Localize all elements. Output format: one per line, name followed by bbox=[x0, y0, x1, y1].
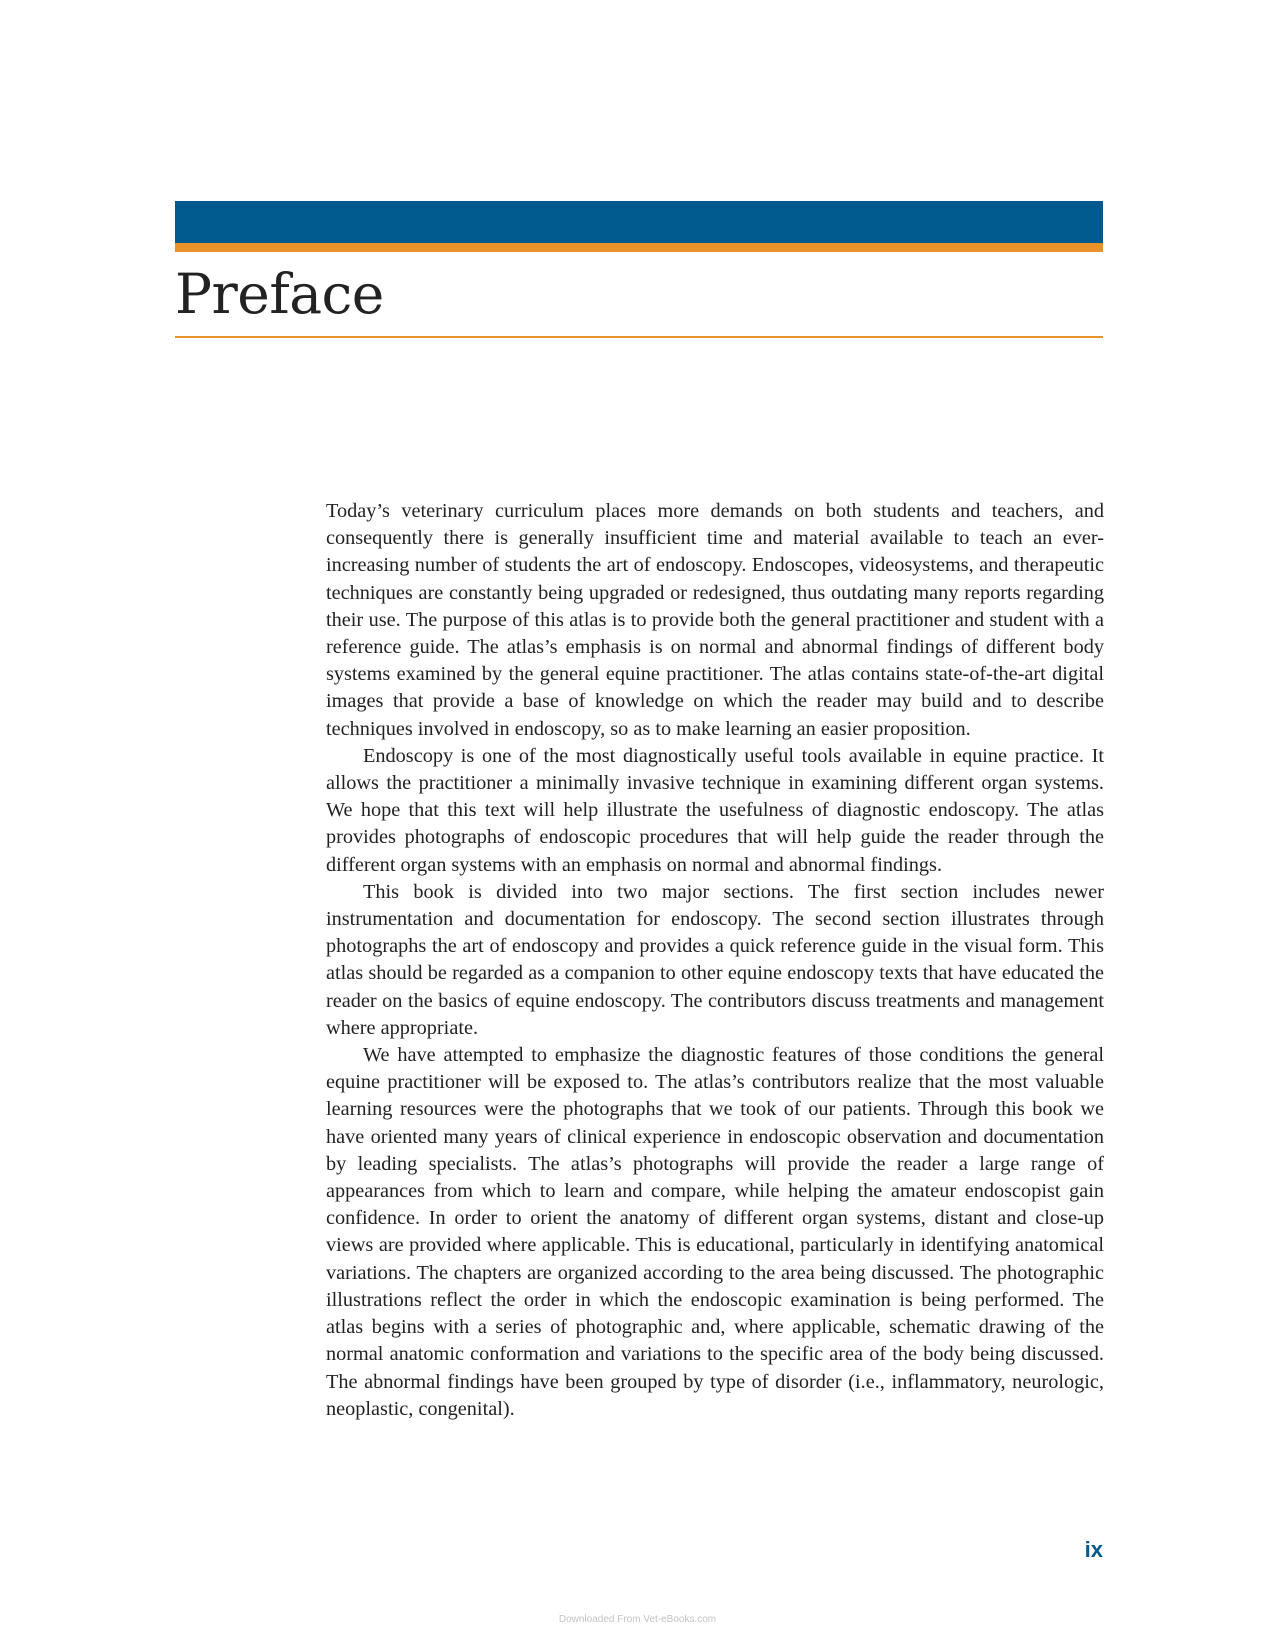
paragraph: We have attempted to emphasize the diagnostic features of those conditions the general equine practitioner will be exposed to. The atlas’s contributors realize that the most valuable learning resources were the photographs that we took of our patients. Through this book we have oriented many years of clinical experience in endoscopic observation and documentation by leading specialists. The atlas’s photographs will provide the reader a large range of appearances from which to learn and compare, while helping the amateur endoscopist gain confidence. In order to orient the anatomy of different organ systems, distant and close-up views are provided where applicable. This is educational, particularly in identifying anatomical variations. The chapters are organized according to the area being discussed. The photographic illustrations reflect the order in which the endoscopic examination is being performed. The atlas begins with a series of photographic and, where applicable, schematic drawing of the normal anatomic conformation and variations to the specific area of the body being discussed. The abnormal findings have been grouped by type of disorder (i.e., inflammatory, neurologic, neoplastic, congenital). bbox=[326, 1044, 1104, 1420]
header-banner bbox=[175, 201, 1103, 243]
paragraph: This book is divided into two major sections. The first section includes newer instrumentation and documentation for endoscopy. The second section illustrates through photographs the art of endoscopy and provides a quick reference guide in the visual form. This atlas should be regarded as a companion to other equine endoscopy texts that have educated the reader on the basics of equine endoscopy. The contributors discuss treatments and management where appropriate. bbox=[326, 880, 1104, 1039]
paragraph: Endoscopy is one of the most diagnostically useful tools available in equine practice. It allows the practitioner a minimally invasive technique in examining different organ systems. We hope that this text will help illustrate the usefulness of diagnostic endoscopy. The atlas provides photographs of endoscopic procedures that will help guide the reader through the different organ systems with an emphasis on normal and abnormal findings. bbox=[326, 744, 1104, 876]
header-accent-stripe bbox=[175, 243, 1103, 252]
page-title: Preface bbox=[175, 262, 384, 326]
title-underline bbox=[175, 336, 1103, 338]
paragraph: Today’s veterinary curriculum places more demands on both students and teachers, and consequently there is generally insufficient time and material available to teach an ever-increasing number of students the art of endoscopy. Endoscopes, videosystems, and therapeutic techniques are constantly being upgraded or redesigned, thus outdating many reports regarding their use. The purpose of this atlas is to provide both the general practitioner and student with a reference guide. The atlas’s emphasis is on normal and abnormal findings of different body systems examined by the general equine practitioner. The atlas contains state-of-the-art digital images that provide a base of knowledge on which the reader may build and to describe techniques involved in endoscopy, so as to make learning an easier proposition. bbox=[326, 500, 1104, 740]
download-watermark: Downloaded From Vet-eBooks.com bbox=[558, 1614, 717, 1625]
preface-body bbox=[326, 498, 1104, 1423]
page-number: ix bbox=[1084, 1537, 1103, 1562]
